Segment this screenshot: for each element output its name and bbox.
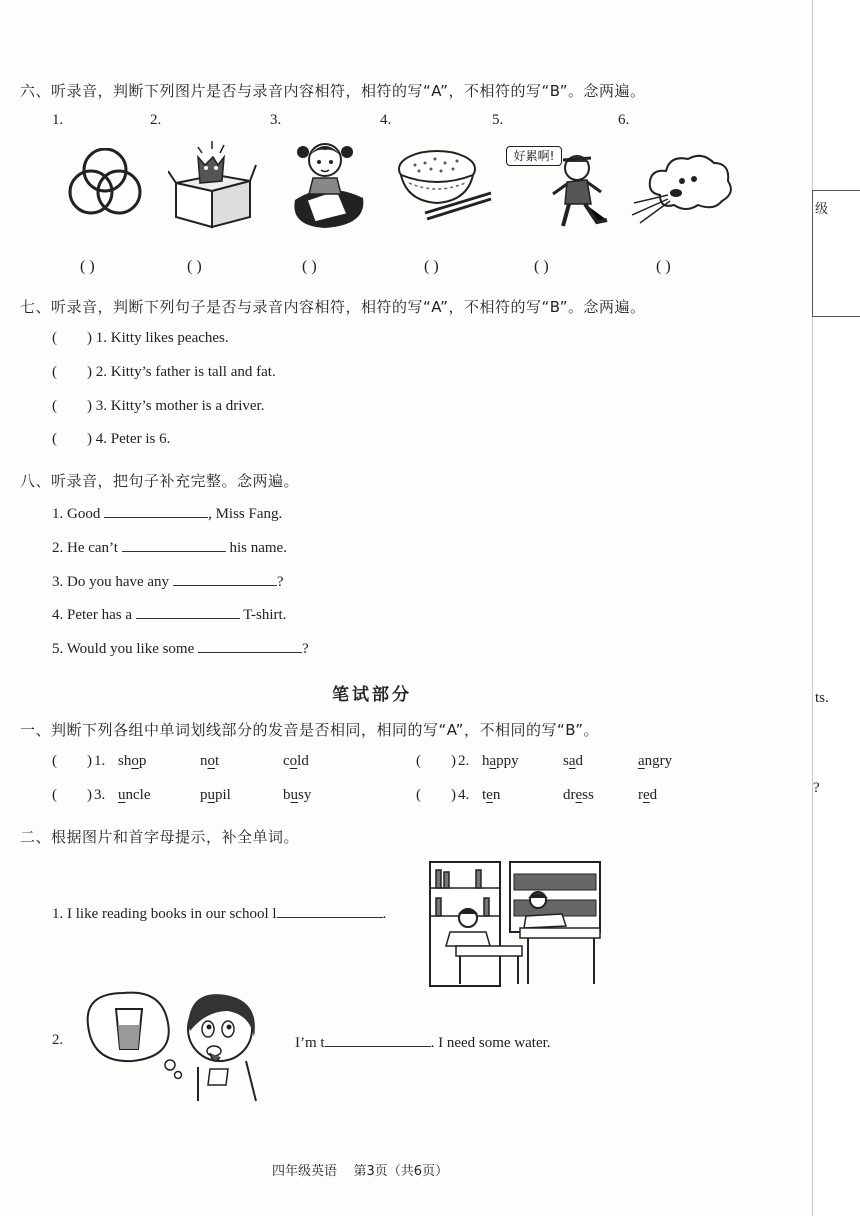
answer-paren-2[interactable]: ( ) <box>187 258 202 275</box>
fill-sentence-1: 1. Good , Miss Fang. <box>52 503 282 523</box>
phonics-num: 4. <box>458 787 470 803</box>
answer-blank[interactable] <box>122 537 226 552</box>
section-8-title: 八、听录音，把句子补充完整。念两遍。 <box>20 472 300 490</box>
phonics-word: red <box>638 787 658 803</box>
answer-paren-4[interactable]: ( ) <box>424 258 439 275</box>
fill-sentence-4: 4. Peter has a T-shirt. <box>52 604 286 624</box>
rings-picture <box>65 148 145 220</box>
answer-blank[interactable] <box>277 903 383 918</box>
page-footer: 四年级英语 第3页（共6页） <box>272 1164 449 1179</box>
sentence-item: ( ) 1. Kitty likes peaches. <box>52 330 229 346</box>
answer-paren-5[interactable]: ( ) <box>534 258 549 275</box>
phonics-word: dress <box>563 787 594 803</box>
phonics-word: sad <box>563 753 584 769</box>
phonics-word: ten <box>482 787 501 803</box>
cat-in-box-picture <box>168 135 258 230</box>
phonics-num: 2. <box>458 753 470 769</box>
answer-blank[interactable] <box>325 1032 431 1047</box>
thirsty-boy-picture <box>78 985 268 1103</box>
written-section-2-title: 二、根据图片和首字母提示，补全单词。 <box>20 828 300 846</box>
picture-word-q2-number: 2. <box>52 1032 64 1048</box>
answer-blank[interactable] <box>136 604 240 619</box>
phonics-word: uncle <box>118 787 151 803</box>
answer-paren-1[interactable]: ( ) <box>80 258 95 275</box>
sentence-item: ( ) 4. Peter is 6. <box>52 431 171 447</box>
margin-text-a: 级 <box>815 202 829 217</box>
fill-sentence-2: 2. He can’t his name. <box>52 537 287 557</box>
fill-sentence-5: 5. Would you like some ? <box>52 638 309 658</box>
sentence-item: ( ) 3. Kitty’s mother is a driver. <box>52 398 265 414</box>
answer-blank[interactable] <box>198 638 302 653</box>
picture-word-q2: I’m t . I need some water. <box>295 1032 551 1052</box>
answer-paren-3[interactable]: ( ) <box>302 258 317 275</box>
girl-drawing-picture <box>285 130 370 230</box>
rice-bowl-picture <box>395 145 495 225</box>
pic-number-2: 2. <box>150 112 162 128</box>
phonics-paren[interactable]: ( ) <box>52 753 92 769</box>
picture-word-q1: 1. I like reading books in our school l . <box>52 903 386 923</box>
answer-blank[interactable] <box>104 503 208 518</box>
written-part-heading: 笔试部分 <box>332 685 412 705</box>
tired-boy-picture <box>545 150 615 230</box>
phonics-word: happy <box>482 753 519 769</box>
pic-number-6: 6. <box>618 112 630 128</box>
phonics-word: shop <box>118 753 147 769</box>
sentence-text: 4. Peter is 6. <box>95 431 171 447</box>
sentence-text: 3. Kitty’s mother is a driver. <box>95 398 265 414</box>
sentence-item: ( ) 2. Kitty’s father is tall and fat. <box>52 364 276 380</box>
phonics-paren[interactable]: ( ) <box>52 787 92 803</box>
margin-text-b: ts. <box>815 690 829 706</box>
library-picture <box>428 860 603 988</box>
phonics-word: cold <box>283 753 309 769</box>
sentence-text: 2. Kitty’s father is tall and fat. <box>95 364 276 380</box>
phonics-num: 1. <box>94 753 106 769</box>
answer-blank[interactable] <box>173 571 277 586</box>
phonics-paren[interactable]: ( ) <box>416 787 456 803</box>
phonics-paren[interactable]: ( ) <box>416 753 456 769</box>
pic-number-5: 5. <box>492 112 504 128</box>
phonics-word: angry <box>638 753 673 769</box>
margin-text-c: ? <box>813 780 820 796</box>
written-section-1-title: 一、判断下列各组中单词划线部分的发音是否相同，相同的写“A”，不相同的写“B”。 <box>20 721 599 739</box>
phonics-word: not <box>200 753 220 769</box>
sentence-text: 1. Kitty likes peaches. <box>95 330 229 346</box>
wind-cloud-picture <box>630 145 740 230</box>
phonics-word: pupil <box>200 787 231 803</box>
fill-sentence-3: 3. Do you have any ? <box>52 571 283 591</box>
speech-bubble-text: 好累啊! <box>513 149 555 163</box>
section-6-title: 六、听录音，判断下列图片是否与录音内容相符，相符的写“A”，不相符的写“B”。念两遍。 <box>20 82 646 100</box>
phonics-word: busy <box>283 787 312 803</box>
pic-number-3: 3. <box>270 112 282 128</box>
pic-number-1: 1. <box>52 112 64 128</box>
adjacent-page-edge <box>812 0 860 1216</box>
answer-paren-6[interactable]: ( ) <box>656 258 671 275</box>
pic-number-4: 4. <box>380 112 392 128</box>
phonics-num: 3. <box>94 787 106 803</box>
section-7-title: 七、听录音，判断下列句子是否与录音内容相符，相符的写“A”，不相符的写“B”。念两遍。 <box>20 298 646 316</box>
